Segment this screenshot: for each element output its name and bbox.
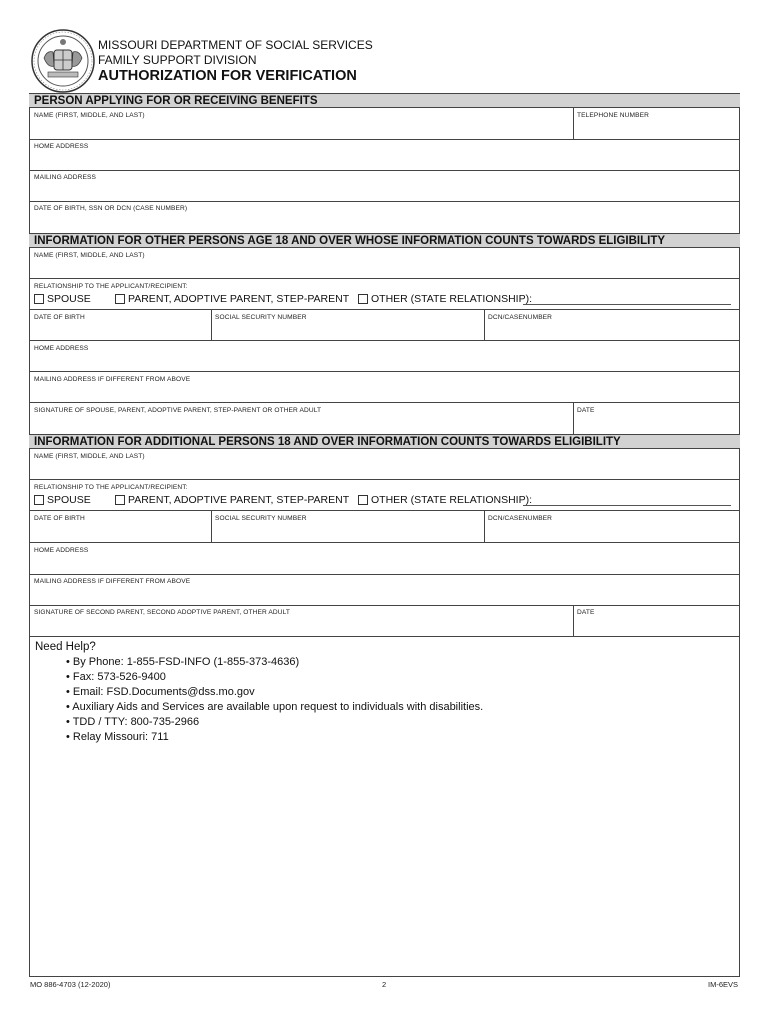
additional-relationship-label: RELATIONSHIP TO THE APPLICANT/RECIPIENT: bbox=[34, 484, 188, 491]
applicant-mailing-address-label: MAILING ADDRESS bbox=[34, 174, 96, 181]
divider bbox=[29, 340, 740, 341]
divider bbox=[484, 309, 485, 340]
other-ssn-label: SOCIAL SECURITY NUMBER bbox=[215, 314, 307, 321]
divider bbox=[29, 542, 740, 543]
other-signature-label: SIGNATURE OF SPOUSE, PARENT, ADOPTIVE PARENT, STEP-PARENT OR OTHER ADULT bbox=[34, 407, 322, 414]
additional-dob-label: DATE OF BIRTH bbox=[34, 515, 85, 522]
missouri-state-seal-icon bbox=[30, 28, 96, 94]
other-dob-field[interactable] bbox=[30, 322, 210, 339]
other-relationship-label: OTHER (STATE RELATIONSHIP): bbox=[371, 293, 533, 305]
applicant-home-address-label: HOME ADDRESS bbox=[34, 143, 89, 150]
applicant-name-label: NAME (FIRST, MIDDLE, AND LAST) bbox=[34, 112, 145, 119]
section-additional-persons-header: INFORMATION FOR ADDITIONAL PERSONS 18 AND OVER INFORMATION COUNTS TOWARDS ELIGIBILITY bbox=[29, 434, 740, 449]
additional-dcn-field[interactable] bbox=[486, 523, 739, 541]
other-dcn-label: DCN/CASENUMBER bbox=[488, 314, 553, 321]
divider bbox=[29, 201, 740, 202]
divider bbox=[29, 636, 740, 637]
additional-other-relationship-field[interactable] bbox=[523, 505, 731, 506]
divider bbox=[573, 605, 574, 636]
divider bbox=[29, 309, 740, 310]
divider bbox=[29, 371, 740, 372]
form-title: AUTHORIZATION FOR VERIFICATION bbox=[98, 68, 357, 84]
section-applicant-header: PERSON APPLYING FOR OR RECEIVING BENEFITS bbox=[29, 93, 740, 108]
additional-dcn-label: DCN/CASENUMBER bbox=[488, 515, 553, 522]
form-number: MO 886-4703 (12-2020) bbox=[30, 980, 111, 989]
divider bbox=[29, 278, 740, 279]
applicant-home-address-field[interactable] bbox=[30, 151, 739, 169]
applicant-phone-field[interactable] bbox=[575, 120, 739, 138]
additional-signature-label: SIGNATURE OF SECOND PARENT, SECOND ADOPTIVE PARENT, OTHER ADULT bbox=[34, 609, 291, 616]
applicant-phone-label: TELEPHONE NUMBER bbox=[577, 112, 649, 119]
additional-other-relationship-checkbox[interactable] bbox=[358, 495, 368, 505]
divider bbox=[29, 139, 740, 140]
applicant-mailing-address-field[interactable] bbox=[30, 182, 739, 200]
other-name-label: NAME (FIRST, MIDDLE, AND LAST) bbox=[34, 252, 145, 259]
other-name-field[interactable] bbox=[30, 260, 739, 277]
help-auxiliary-aids: • Auxiliary Aids and Services are available upon request to individuals with disabilities. bbox=[66, 701, 484, 713]
help-relay: • Relay Missouri: 711 bbox=[66, 731, 169, 743]
parent-checkbox[interactable] bbox=[115, 294, 125, 304]
other-mailing-field[interactable] bbox=[30, 384, 739, 401]
additional-parent-checkbox[interactable] bbox=[115, 495, 125, 505]
spouse-option-label: SPOUSE bbox=[47, 293, 91, 305]
additional-ssn-label: SOCIAL SECURITY NUMBER bbox=[215, 515, 307, 522]
additional-home-address-field[interactable] bbox=[30, 555, 739, 573]
form-code: IM-6EVS bbox=[708, 980, 739, 989]
other-home-address-label: HOME ADDRESS bbox=[34, 345, 89, 352]
help-tdd-tty: • TDD / TTY: 800-735-2966 bbox=[66, 716, 200, 728]
applicant-name-field[interactable] bbox=[30, 120, 572, 138]
department-name: MISSOURI DEPARTMENT OF SOCIAL SERVICES bbox=[98, 38, 373, 52]
spouse-checkbox[interactable] bbox=[34, 294, 44, 304]
divider bbox=[29, 605, 740, 606]
help-phone: • By Phone: 1-855-FSD-INFO (1-855-373-4636) bbox=[66, 656, 300, 668]
divider bbox=[29, 479, 740, 480]
additional-date-field[interactable] bbox=[575, 617, 739, 635]
additional-name-label: NAME (FIRST, MIDDLE, AND LAST) bbox=[34, 453, 145, 460]
additional-parent-option-label: PARENT, ADOPTIVE PARENT, STEP-PARENT bbox=[128, 494, 350, 506]
additional-signature-field[interactable] bbox=[30, 617, 572, 635]
additional-home-address-label: HOME ADDRESS bbox=[34, 547, 89, 554]
divider bbox=[484, 510, 485, 542]
divider bbox=[573, 402, 574, 434]
other-date-label: DATE bbox=[577, 407, 595, 414]
help-fax: • Fax: 573-526-9400 bbox=[66, 671, 166, 683]
divider bbox=[29, 510, 740, 511]
additional-dob-field[interactable] bbox=[30, 523, 210, 541]
divider bbox=[29, 170, 740, 171]
need-help-heading: Need Help? bbox=[35, 641, 96, 653]
other-home-address-field[interactable] bbox=[30, 353, 739, 370]
relationship-label: RELATIONSHIP TO THE APPLICANT/RECIPIENT: bbox=[34, 283, 188, 290]
additional-mailing-label: MAILING ADDRESS IF DIFFERENT FROM ABOVE bbox=[34, 578, 191, 585]
additional-spouse-option-label: SPOUSE bbox=[47, 494, 91, 506]
page-number: 2 bbox=[382, 980, 387, 989]
help-email: • Email: FSD.Documents@dss.mo.gov bbox=[66, 686, 255, 698]
divider bbox=[573, 108, 574, 139]
other-signature-field[interactable] bbox=[30, 415, 572, 433]
divider bbox=[29, 574, 740, 575]
divider bbox=[29, 402, 740, 403]
additional-date-label: DATE bbox=[577, 609, 595, 616]
other-dcn-field[interactable] bbox=[486, 322, 739, 339]
other-relationship-field[interactable] bbox=[523, 304, 731, 305]
section-other-persons-header: INFORMATION FOR OTHER PERSONS AGE 18 AND OVER WHOSE INFORMATION COUNTS TOWARDS ELIGIBILITY bbox=[29, 233, 740, 248]
additional-mailing-field[interactable] bbox=[30, 586, 739, 604]
other-ssn-field[interactable] bbox=[213, 322, 483, 339]
other-date-field[interactable] bbox=[575, 415, 739, 433]
divider bbox=[211, 510, 212, 542]
division-name: FAMILY SUPPORT DIVISION bbox=[98, 53, 257, 67]
applicant-dob-label: DATE OF BIRTH, SSN OR DCN (CASE NUMBER) bbox=[34, 205, 188, 212]
parent-option-label: PARENT, ADOPTIVE PARENT, STEP-PARENT bbox=[128, 293, 350, 305]
additional-spouse-checkbox[interactable] bbox=[34, 495, 44, 505]
additional-ssn-field[interactable] bbox=[213, 523, 483, 541]
applicant-dob-field[interactable] bbox=[30, 213, 739, 231]
other-relationship-checkbox[interactable] bbox=[358, 294, 368, 304]
other-dob-label: DATE OF BIRTH bbox=[34, 314, 85, 321]
additional-name-field[interactable] bbox=[30, 461, 739, 478]
additional-other-relationship-label: OTHER (STATE RELATIONSHIP): bbox=[371, 494, 533, 506]
divider bbox=[211, 309, 212, 340]
other-mailing-label: MAILING ADDRESS IF DIFFERENT FROM ABOVE bbox=[34, 376, 191, 383]
